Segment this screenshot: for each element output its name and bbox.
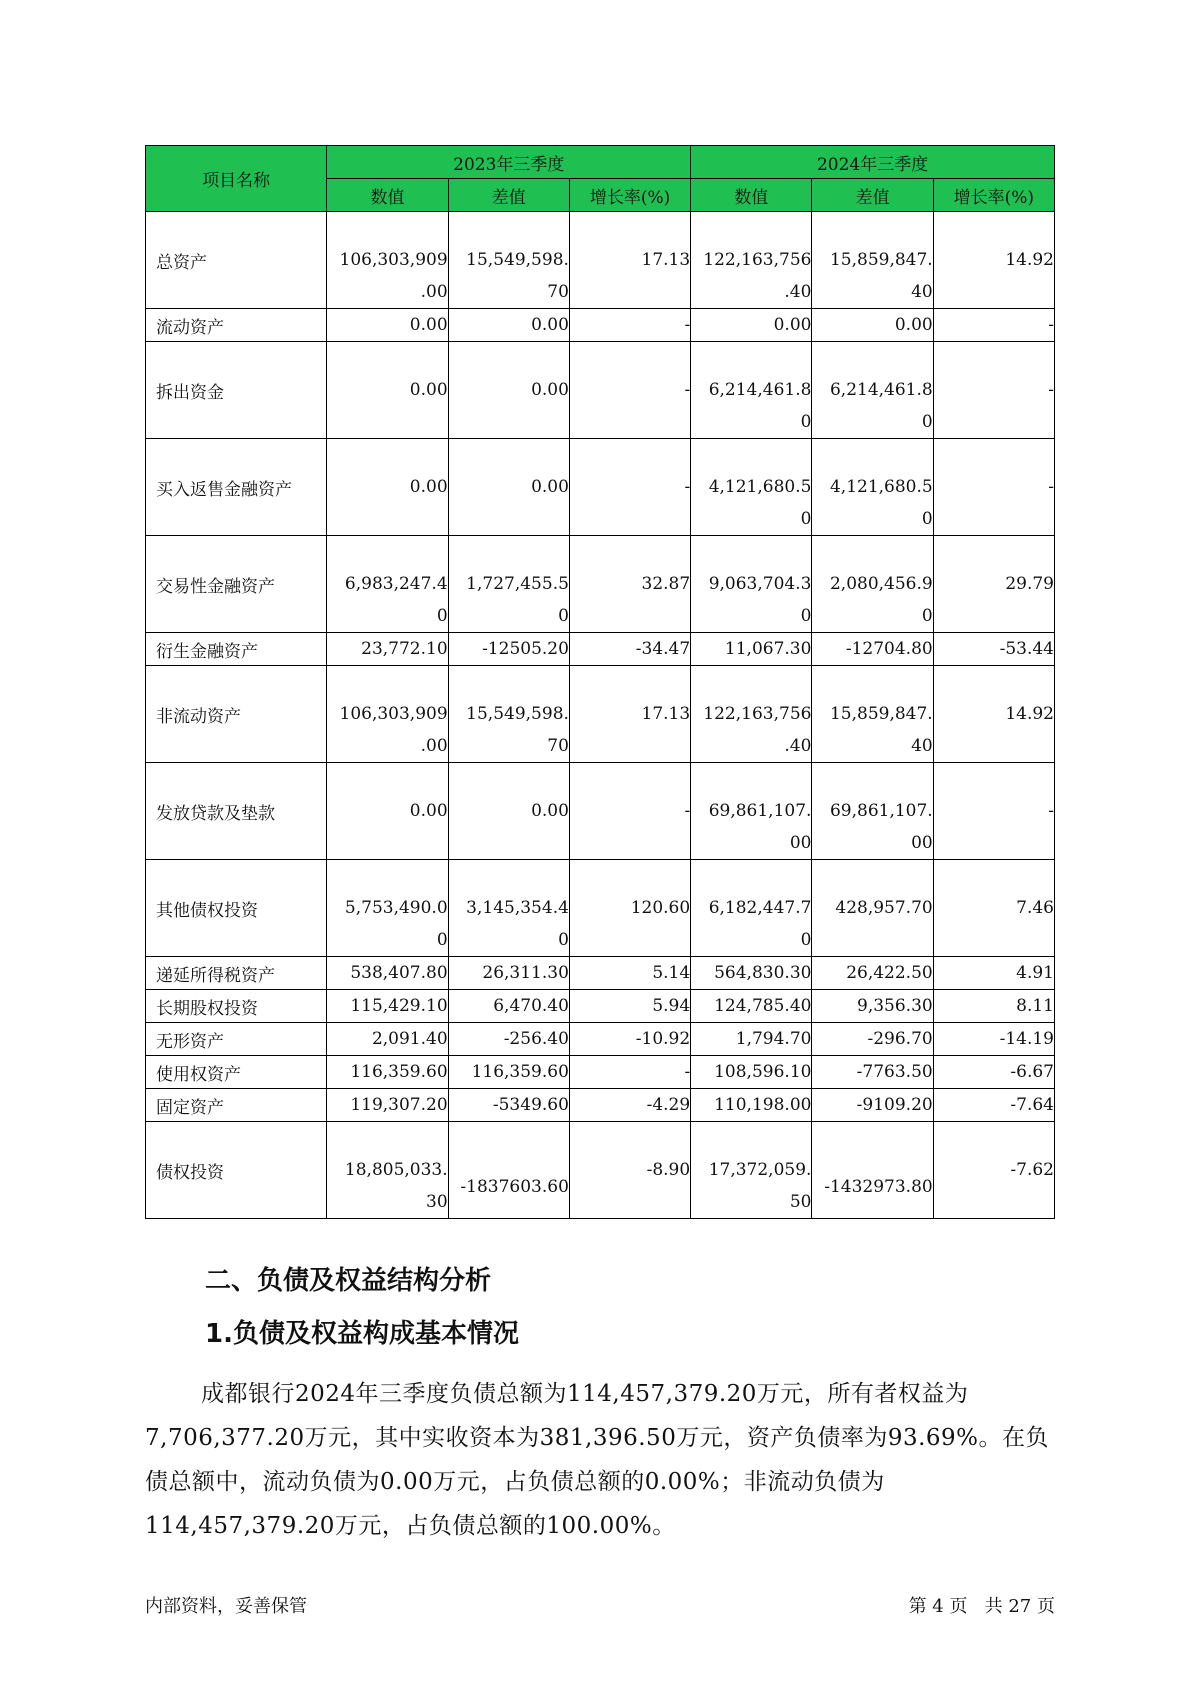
cell-value: 0.00 [531, 315, 569, 335]
header-subcol: 差值 [448, 179, 569, 212]
cell-value: - [1048, 801, 1054, 821]
cell-value: 3,145,354.4 [466, 898, 569, 918]
cell-value: 110,198.00 [714, 1095, 812, 1115]
table-cell [933, 990, 1054, 1023]
table-row [146, 990, 1055, 1023]
cell-value: -5349.60 [492, 1095, 569, 1115]
table-cell [448, 212, 569, 309]
cell-value: 69,861,107. [708, 801, 812, 821]
cell-value: 120.60 [630, 898, 691, 918]
table-cell [569, 957, 690, 990]
table-cell [812, 536, 933, 633]
row-label: 使用权资产 [146, 1056, 327, 1089]
header-subcol: 数值 [691, 179, 812, 212]
cell-value: -9109.20 [856, 1095, 933, 1115]
cell-value: 124,785.40 [714, 996, 812, 1016]
table-cell [448, 1122, 569, 1219]
row-label: 非流动资产 [146, 666, 327, 763]
table-cell [569, 536, 690, 633]
table-cell [448, 633, 569, 666]
row-label: 固定资产 [146, 1089, 327, 1122]
analysis-paragraph: 成都银行2024年三季度负债总额为114,457,379.20万元，所有者权益为7,706,377.20万元，其中实收资本为381,396.50万元，资产负债率为93.69%。在负债总额中，流动负债为0.00万元，占负债总额的0.00%；非流动负债为114,457,379.20万元，占负债总额的100.00%。 [145, 1381, 1050, 1539]
table-cell [569, 439, 690, 536]
header-subcol: 数值 [327, 179, 448, 212]
cell-value: 23,772.10 [361, 639, 448, 659]
table-cell [691, 1122, 812, 1219]
table-cell [812, 763, 933, 860]
cell-value-wrap: .00 [420, 736, 448, 756]
table-cell [327, 990, 448, 1023]
table-row [146, 1122, 1055, 1219]
cell-value: 0.00 [531, 380, 569, 400]
cell-value: 2,080,456.9 [829, 574, 933, 594]
cell-value: 11,067.30 [724, 639, 812, 659]
cell-value-wrap: 00 [789, 833, 812, 853]
cell-value: 14.92 [1005, 250, 1054, 270]
table-cell [569, 342, 690, 439]
table-cell [448, 1023, 569, 1056]
cell-value-wrap: .00 [420, 282, 448, 302]
cell-value: 0.00 [773, 315, 812, 335]
cell-value: 108,596.10 [714, 1062, 812, 1082]
cell-value: 4,121,680.5 [829, 477, 933, 497]
table-cell [812, 990, 933, 1023]
cell-value-wrap: 0 [800, 606, 812, 626]
table-cell [327, 957, 448, 990]
cell-value: 0.00 [531, 477, 569, 497]
table-cell [812, 309, 933, 342]
table-cell [812, 1122, 933, 1219]
table-cell [691, 212, 812, 309]
cell-value: -296.70 [867, 1029, 933, 1049]
table-cell [691, 990, 812, 1023]
table-cell [691, 860, 812, 957]
table-cell [933, 1023, 1054, 1056]
cell-value-wrap: 70 [547, 736, 569, 756]
row-label: 长期股权投资 [146, 990, 327, 1023]
table-cell [327, 1056, 448, 1089]
cell-value: 0.00 [409, 380, 448, 400]
header-period-2024: 2024年三季度 [691, 146, 1055, 179]
cell-value-wrap: .40 [784, 282, 812, 302]
cell-value: -1432973.80 [824, 1177, 933, 1197]
table-cell [933, 633, 1054, 666]
table-cell [933, 1089, 1054, 1122]
table-cell [933, 763, 1054, 860]
cell-value: 7.46 [1016, 898, 1054, 918]
cell-value: 538,407.80 [350, 963, 448, 983]
cell-value: 15,859,847. [829, 704, 933, 724]
cell-value: 116,359.60 [471, 1062, 569, 1082]
cell-value: 15,549,598. [466, 704, 569, 724]
cell-value: -256.40 [503, 1029, 569, 1049]
cell-value: 6,983,247.4 [344, 574, 448, 594]
table-cell [933, 1056, 1054, 1089]
table-cell [691, 633, 812, 666]
cell-value: -14.19 [999, 1029, 1054, 1049]
table-cell [448, 990, 569, 1023]
cell-value-wrap: 50 [789, 1192, 812, 1212]
cell-value-wrap: 0 [800, 509, 812, 529]
cell-value-wrap: 40 [911, 736, 933, 756]
table-cell [569, 1056, 690, 1089]
table-row [146, 860, 1055, 957]
cell-value: -10.92 [635, 1029, 691, 1049]
table-cell [812, 1056, 933, 1089]
cell-value: -53.44 [999, 639, 1054, 659]
header-period-2023: 2023年三季度 [327, 146, 691, 179]
table-cell [691, 1023, 812, 1056]
table-row [146, 957, 1055, 990]
cell-value: -34.47 [635, 639, 691, 659]
row-label: 递延所得税资产 [146, 957, 327, 990]
cell-value: 6,214,461.8 [708, 380, 812, 400]
table-cell [569, 1089, 690, 1122]
cell-value-wrap: 0 [800, 930, 812, 950]
section-heading: 二、负债及权益结构分析 [205, 1266, 492, 1296]
table-cell [569, 763, 690, 860]
cell-value: 9,356.30 [857, 996, 933, 1016]
cell-value: - [684, 315, 691, 335]
table-cell [933, 342, 1054, 439]
cell-value: 17.13 [641, 250, 691, 270]
table-cell [327, 633, 448, 666]
table-cell [812, 1023, 933, 1056]
row-label: 拆出资金 [146, 342, 327, 439]
cell-value: 8.11 [1016, 996, 1054, 1016]
cell-value: 0.00 [409, 801, 448, 821]
cell-value: 4.91 [1016, 963, 1054, 983]
table-cell [327, 1089, 448, 1122]
cell-value: 29.79 [1005, 574, 1054, 594]
table-cell [933, 666, 1054, 763]
table-cell [327, 666, 448, 763]
cell-value-wrap: 40 [911, 282, 933, 302]
table-cell [933, 536, 1054, 633]
cell-value: - [1048, 380, 1054, 400]
table-cell [691, 957, 812, 990]
cell-value-wrap: 70 [547, 282, 569, 302]
table-cell [327, 1023, 448, 1056]
cell-value: 6,182,447.7 [708, 898, 812, 918]
cell-value: - [1048, 315, 1054, 335]
cell-value: - [1048, 477, 1054, 497]
cell-value: 0.00 [531, 801, 569, 821]
cell-value: 1,727,455.5 [466, 574, 569, 594]
cell-value: 6,214,461.8 [829, 380, 933, 400]
table-cell [569, 990, 690, 1023]
table-cell [327, 860, 448, 957]
cell-value: -12704.80 [845, 639, 933, 659]
cell-value: 119,307.20 [350, 1095, 448, 1115]
cell-value: -12505.20 [482, 639, 569, 659]
table-cell [569, 1023, 690, 1056]
footer-page-number: 第 4 页 共 27 页 [908, 1596, 1055, 1617]
cell-value: 116,359.60 [350, 1062, 448, 1082]
row-label: 无形资产 [146, 1023, 327, 1056]
table-cell [691, 666, 812, 763]
header-subcol: 增长率(%) [569, 179, 690, 212]
cell-value-wrap: .40 [784, 736, 812, 756]
cell-value: 0.00 [894, 315, 933, 335]
header-subcol: 差值 [812, 179, 933, 212]
cell-value: - [684, 1062, 691, 1082]
table-cell [691, 342, 812, 439]
table-cell [327, 1122, 448, 1219]
table-cell [812, 860, 933, 957]
cell-value: 564,830.30 [714, 963, 812, 983]
cell-value: 15,859,847. [829, 250, 933, 270]
cell-value: 15,549,598. [466, 250, 569, 270]
table-cell [327, 763, 448, 860]
row-label: 流动资产 [146, 309, 327, 342]
row-label: 衍生金融资产 [146, 633, 327, 666]
cell-value: 0.00 [409, 477, 448, 497]
cell-value: 14.92 [1005, 704, 1054, 724]
table-cell [448, 763, 569, 860]
cell-value: 4,121,680.5 [708, 477, 812, 497]
table-cell [933, 1122, 1054, 1219]
cell-value-wrap: 0 [436, 606, 448, 626]
table-cell [448, 342, 569, 439]
row-label: 其他债权投资 [146, 860, 327, 957]
cell-value: 106,303,909 [339, 250, 448, 270]
row-label: 总资产 [146, 212, 327, 309]
table-row [146, 763, 1055, 860]
table-cell [691, 309, 812, 342]
header-subcol: 增长率(%) [933, 179, 1054, 212]
cell-value-wrap: 0 [558, 606, 569, 626]
sub-heading: 1.负债及权益构成基本情况 [205, 1319, 519, 1349]
table-row [146, 309, 1055, 342]
table-cell [812, 957, 933, 990]
table-cell [691, 1056, 812, 1089]
asset-structure-table [145, 145, 1055, 1219]
cell-value: - [684, 477, 691, 497]
cell-value: 17.13 [641, 704, 691, 724]
table-row [146, 1023, 1055, 1056]
cell-value: -7.62 [1010, 1160, 1054, 1180]
table-cell [812, 212, 933, 309]
row-label: 发放贷款及垫款 [146, 763, 327, 860]
cell-value: 0.00 [409, 315, 448, 335]
table-cell [933, 439, 1054, 536]
cell-value: 26,422.50 [846, 963, 933, 983]
cell-value: 6,470.40 [493, 996, 569, 1016]
table-cell [327, 536, 448, 633]
cell-value: 69,861,107. [829, 801, 933, 821]
cell-value: - [684, 801, 691, 821]
row-label: 交易性金融资产 [146, 536, 327, 633]
table-cell [812, 633, 933, 666]
table-cell [812, 1089, 933, 1122]
table-body [146, 212, 1055, 1219]
cell-value-wrap: 0 [921, 412, 933, 432]
cell-value: - [684, 380, 691, 400]
cell-value-wrap: 0 [436, 930, 448, 950]
table-row [146, 536, 1055, 633]
table-cell [569, 860, 690, 957]
table-row [146, 342, 1055, 439]
table-cell [691, 536, 812, 633]
cell-value: 9,063,704.3 [708, 574, 812, 594]
cell-value: -4.29 [646, 1095, 691, 1115]
table-cell [448, 536, 569, 633]
table-cell [933, 957, 1054, 990]
row-label: 买入返售金融资产 [146, 439, 327, 536]
table-cell [569, 666, 690, 763]
table-cell [448, 309, 569, 342]
table-cell [448, 666, 569, 763]
cell-value: 5,753,490.0 [344, 898, 448, 918]
table-cell [812, 342, 933, 439]
table-cell [812, 439, 933, 536]
table-cell [327, 342, 448, 439]
table-row [146, 666, 1055, 763]
cell-value: 1,794.70 [735, 1029, 812, 1049]
table-row [146, 439, 1055, 536]
table-cell [448, 439, 569, 536]
table-row [146, 1089, 1055, 1122]
cell-value: 2,091.40 [371, 1029, 448, 1049]
cell-value-wrap: 0 [558, 930, 569, 950]
cell-value-wrap: 0 [800, 412, 812, 432]
table-row [146, 633, 1055, 666]
cell-value: 32.87 [641, 574, 691, 594]
table-cell [448, 1056, 569, 1089]
table-cell [933, 212, 1054, 309]
cell-value: 26,311.30 [482, 963, 569, 983]
cell-value: 18,805,033. [344, 1160, 448, 1180]
row-label: 债权投资 [146, 1122, 327, 1219]
table-cell [933, 860, 1054, 957]
cell-value: 5.14 [652, 963, 691, 983]
table-cell [327, 439, 448, 536]
cell-value: -8.90 [646, 1160, 691, 1180]
cell-value-wrap: 0 [921, 509, 933, 529]
table-cell [569, 212, 690, 309]
cell-value: 5.94 [652, 996, 691, 1016]
cell-value: 115,429.10 [350, 996, 448, 1016]
table-row [146, 212, 1055, 309]
table-cell [327, 212, 448, 309]
cell-value: 106,303,909 [339, 704, 448, 724]
table-cell [933, 309, 1054, 342]
table-cell [691, 439, 812, 536]
table-cell [691, 763, 812, 860]
table-row [146, 1056, 1055, 1089]
cell-value: 17,372,059. [708, 1160, 812, 1180]
table-cell [448, 957, 569, 990]
cell-value: 122,163,756 [703, 250, 812, 270]
table-cell [569, 633, 690, 666]
table-cell [569, 1122, 690, 1219]
table-cell [327, 309, 448, 342]
cell-value: -6.67 [1010, 1062, 1054, 1082]
cell-value: -1837603.60 [460, 1177, 569, 1197]
table-cell [448, 1089, 569, 1122]
cell-value: -7.64 [1010, 1095, 1054, 1115]
table-cell [691, 1089, 812, 1122]
footer-confidential-note: 内部资料，妥善保管 [145, 1596, 307, 1617]
table-header [146, 146, 1055, 212]
table-cell [569, 309, 690, 342]
cell-value-wrap: 30 [426, 1192, 448, 1212]
cell-value: 428,957.70 [835, 898, 933, 918]
cell-value: 122,163,756 [703, 704, 812, 724]
header-item-name: 项目名称 [146, 146, 327, 212]
cell-value-wrap: 00 [911, 833, 933, 853]
cell-value: -7763.50 [856, 1062, 933, 1082]
table-cell [812, 666, 933, 763]
table-cell [448, 860, 569, 957]
cell-value-wrap: 0 [921, 606, 933, 626]
